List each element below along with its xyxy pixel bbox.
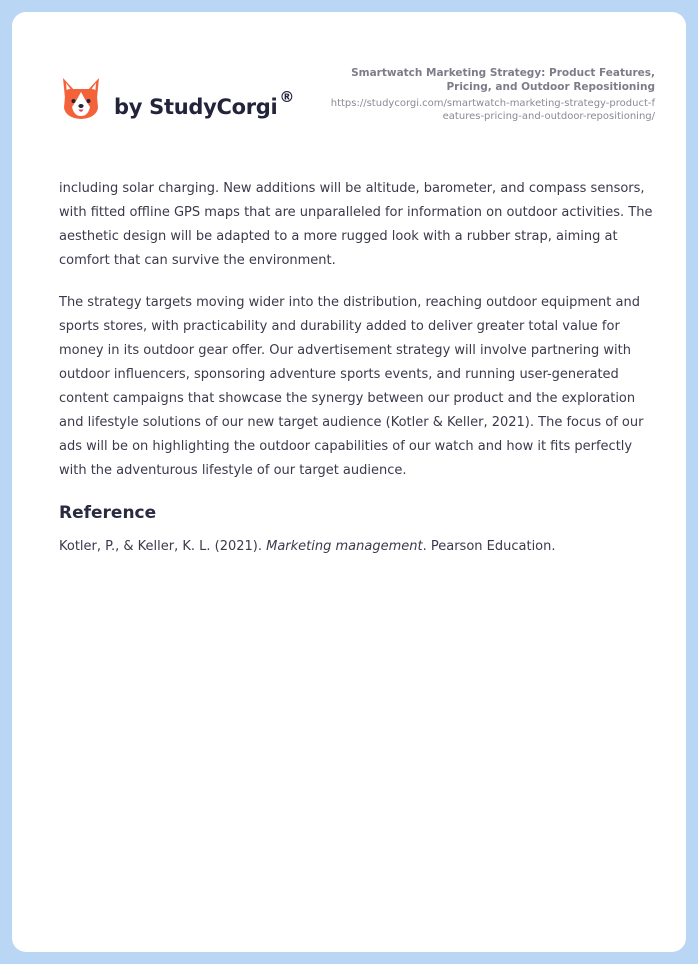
document-page (12, 12, 686, 952)
reference-title: Marketing management (266, 539, 423, 554)
document-body (59, 177, 659, 577)
reference-authors: Kotler, P., & Keller, K. L. (2021). (59, 539, 267, 554)
reference-heading: Reference (59, 503, 157, 523)
document-title: Smartwatch Marketing Strategy: Product Features, Pricing, and Outdoor Repositioning (351, 67, 655, 93)
document-url[interactable]: https://studycorgi.com/smartwatch-marketing-strategy-product-features-pricing-and-outdoor-repositioning/ (330, 98, 655, 122)
body-paragraph: including solar charging. New additions will be altitude, barometer, and compass sensors, with fitted offline GPS maps that are unparalleled for information on outdoor activities. The aesthetic design will be adapted to a more rugged look with a rubber strap, aiming at comfort that can survive the environment. (59, 181, 653, 268)
reference-publisher: . Pearson Education. (422, 539, 556, 554)
brand-name: by StudyCorgi ® (114, 87, 295, 119)
body-paragraph: The strategy targets moving wider into the distribution, reaching outdoor equipment and sports stores, with practicability and durability added to deliver greater total value for money in its outdoor gear offer. Our advertisement strategy will involve partnering with outdoor influencers, sponsoring adventure sports events, and running user-generated content campaigns that showcase the synergy between our product and the exploration and lifestyle solutions of our new target audience (Kotler & Keller, 2021). The focus of our ads will be on highlighting the outdoor capabilities of our watch and how it fits perfectly with the adventurous lifestyle of our target audience. (59, 295, 644, 478)
reference-entry (59, 535, 659, 559)
registered-mark: ® (279, 87, 295, 106)
corgi-icon (60, 76, 102, 122)
document-header (325, 66, 655, 123)
studycorgi-logo[interactable] (60, 76, 294, 122)
